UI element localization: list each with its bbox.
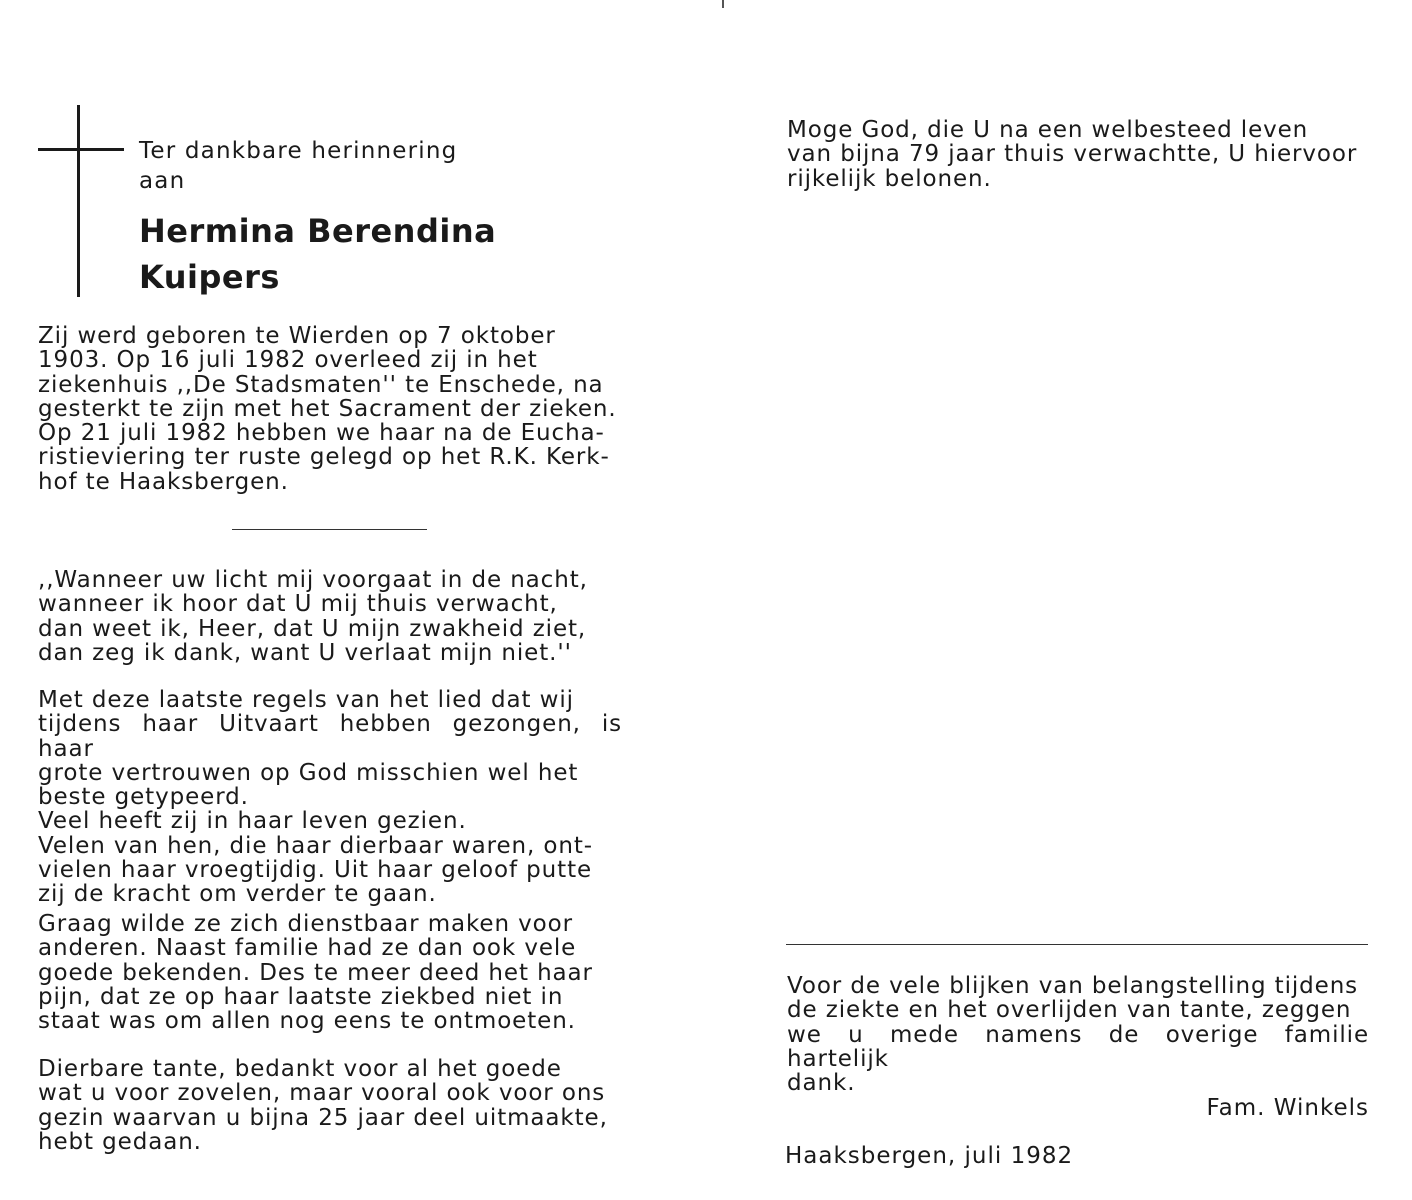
thanks-divider	[786, 944, 1368, 945]
family-signature: Fam. Winkels	[1206, 1095, 1369, 1121]
place-and-date: Haaksbergen, juli 1982	[785, 1143, 1074, 1169]
fold-mark	[722, 0, 724, 8]
reflection-paragraph-3: Dierbare tante, bedankt voor al het goede wat u voor zovelen, maar vooral ook voor ons gezin waarvan u bijna 25 jaar deel uitmaakte, hebt gedaan.	[38, 1056, 608, 1155]
deceased-name-last: Kuipers	[139, 258, 280, 296]
hymn-quote: ,,Wanneer uw licht mij voorgaat in de nacht, wanneer ik hoor dat U mij thuis verwacht, dan weet ik, Heer, dat U mijn zwakheid ziet, dan zeg ik dank, want U verlaat mijn niet.''	[38, 567, 588, 666]
reflection-paragraph-2: Graag wilde ze zich dienstbaar maken voor anderen. Naast familie had ze dan ook vele goede bekenden. Des te meer deed het haar pijn, dat ze op haar laatste ziekbed niet in staat was om allen nog eens te ontmoeten.	[38, 911, 593, 1035]
reflection-paragraph-1: Met deze laatste regels van het lied dat wij tijdens haar Uitvaart hebben gezongen, is haar grote vertrouwen op God misschien wel het beste getypeerd. Veel heeft zij in haar leven gezien. Velen van hen, die haar dierbaar waren, ont- vielen haar vroegtijdig. Uit haar geloof putte zij de kracht om verder te gaan.	[38, 687, 622, 908]
deceased-name	[139, 208, 559, 300]
thanks-paragraph: Voor de vele blijken van belangstelling tijdens de ziekte en het overlijden van tante, zeggen we u mede namens de overige familie hartelijk dank.	[787, 973, 1369, 1097]
biography-paragraph: Zij werd geboren te Wierden op 7 oktober 1903. Op 16 juli 1982 overleed zij in het ziekenhuis ,,De Stadsmaten'' te Enschede, na gesterkt te zijn met het Sacrament der zieken. Op 21 juli 1982 hebben we haar na de Eucha- ristieviering ter ruste gelegd op het R.K. Kerk- hof te Haaksbergen.	[38, 323, 617, 495]
prayer-paragraph: Moge God, die U na een welbesteed leven van bijna 79 jaar thuis verwachtte, U hiervoor rijkelijk belonen.	[787, 117, 1358, 192]
cross-horizontal-bar	[38, 148, 124, 151]
cross-vertical-bar	[77, 105, 80, 297]
memorial-heading: Ter dankbare herinnering aan	[139, 138, 458, 194]
deceased-name-first: Hermina Berendina	[139, 212, 497, 250]
section-divider	[232, 529, 427, 530]
